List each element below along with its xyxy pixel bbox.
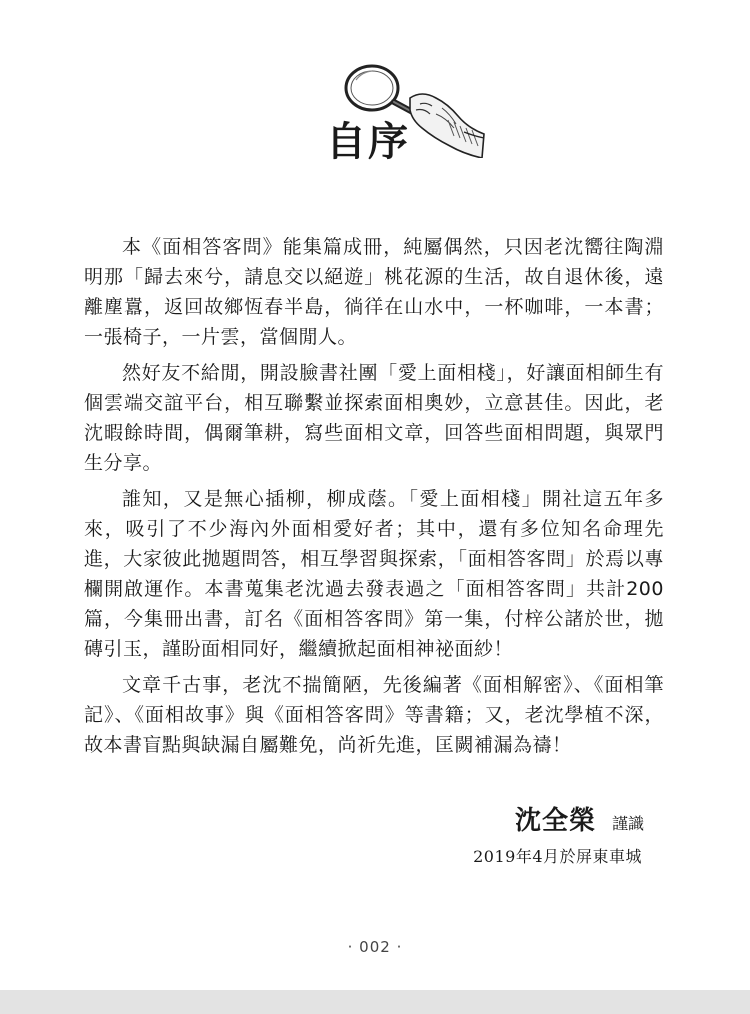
author-name: 沈全榮 bbox=[514, 806, 596, 836]
author-signature bbox=[515, 800, 644, 837]
preface-body bbox=[84, 232, 664, 766]
paragraph-1: 本《面相答客問》能集篇成冊，純屬偶然，只因老沈嚮往陶淵明那「歸去來兮，請息交以絕遊」桃花源的生活，故自退休後，遠離塵囂，返回故鄉恆春半島，徜徉在山水中，一杯咖啡，一本書；一張椅子，一片雲，當個閒人。 bbox=[84, 236, 664, 348]
paragraph-2: 然好友不給閒，開設臉書社團「愛上面相棧」，好讓面相師生有個雲端交誼平台，相互聯繫並探索面相奧妙，立意甚佳。因此，老沈暇餘時間，偶爾筆耕，寫些面相文章，回答些面相問題，與眾門生分享。 bbox=[84, 362, 664, 474]
signature-suffix: 謹識 bbox=[611, 814, 644, 833]
page-title: 自序 bbox=[326, 119, 410, 165]
paragraph-4: 文章千古事，老沈不揣簡陋，先後編著《面相解密》、《面相筆記》、《面相故事》與《面相答客問》等書籍；又，老沈學植不深，故本書盲點與缺漏自屬難免，尚祈先進，匡闕補漏為禱！ bbox=[84, 674, 664, 756]
page-number: · 002 · bbox=[347, 938, 403, 956]
bottom-strip bbox=[0, 990, 750, 1014]
paragraph-3: 誰知，又是無心插柳，柳成蔭。「愛上面相棧」開社這五年多來，吸引了不少海內外面相愛好者；其中，還有多位知名命理先進，大家彼此拋題問答，相互學習與探索，「面相答客問」於焉以專欄開啟運作。本書蒐集老沈過去發表過之「面相答客問」共計200篇，今集冊出書，訂名《面相答客問》第一集，付梓公諸於世，拋磚引玉，謹盼面相同好，繼續掀起面相神祕面紗！ bbox=[84, 488, 664, 660]
date-location: 2019年4月於屏東車城 bbox=[473, 847, 642, 866]
